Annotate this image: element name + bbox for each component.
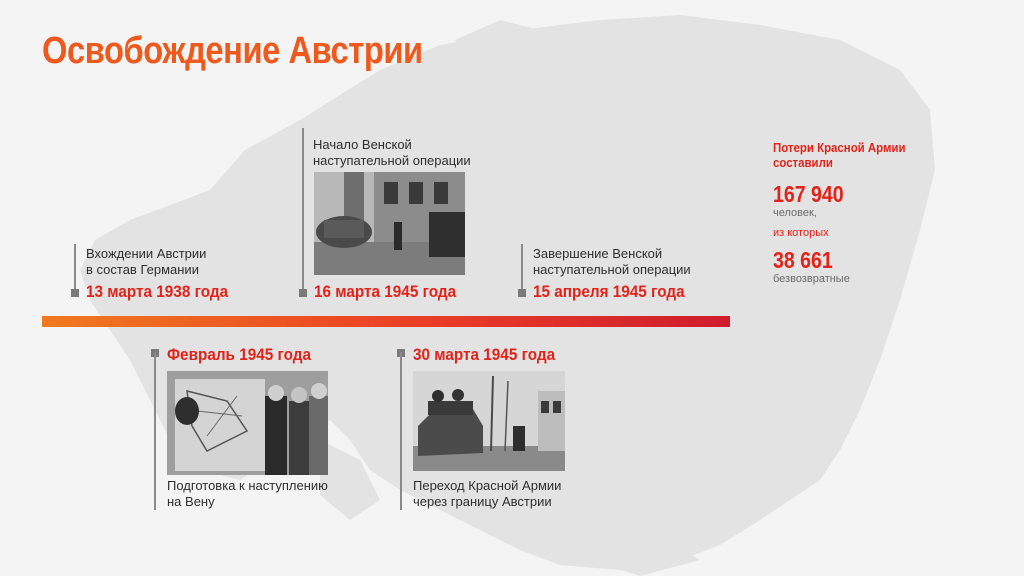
- event-marker: [299, 289, 307, 297]
- event-description: Вхождении Австрии в состав Германии: [86, 246, 207, 277]
- event-photo: [167, 371, 328, 475]
- page-title: Освобождение Австрии: [42, 30, 423, 72]
- event-connector-line: [400, 352, 402, 510]
- event-date: 30 марта 1945 года: [413, 345, 556, 364]
- event-photo: [314, 172, 465, 275]
- event-marker: [71, 289, 79, 297]
- losses-stats: [773, 140, 973, 286]
- irrecoverable-losses-value: 38 661: [773, 247, 833, 273]
- event-connector-line: [154, 352, 156, 510]
- event-connector-line: [521, 244, 523, 292]
- event-date: Февраль 1945 года: [167, 345, 312, 364]
- event-photo: [413, 371, 565, 471]
- event-description: Переход Красной Армии через границу Австрии: [413, 478, 562, 509]
- event-date: 13 марта 1938 года: [86, 282, 229, 301]
- timeline-bar: [42, 316, 730, 327]
- total-losses-value: 167 940: [773, 181, 844, 207]
- total-losses-unit: человек,: [773, 207, 817, 219]
- event-description: Подготовка к наступлению на Вену: [167, 478, 328, 509]
- event-date: 15 апреля 1945 года: [533, 282, 685, 301]
- stats-heading: Потери Красной Армии составили: [773, 140, 906, 170]
- event-connector-line: [74, 244, 76, 292]
- event-connector-line: [302, 128, 304, 292]
- event-description: Завершение Венской наступательной операции: [533, 246, 691, 277]
- irrecoverable-losses-unit: безвозвратные: [773, 273, 850, 285]
- event-marker: [518, 289, 526, 297]
- event-date: 16 марта 1945 года: [314, 282, 457, 301]
- of-which-label: из которых: [773, 227, 829, 239]
- event-description: Начало Венской наступательной операции: [313, 137, 471, 168]
